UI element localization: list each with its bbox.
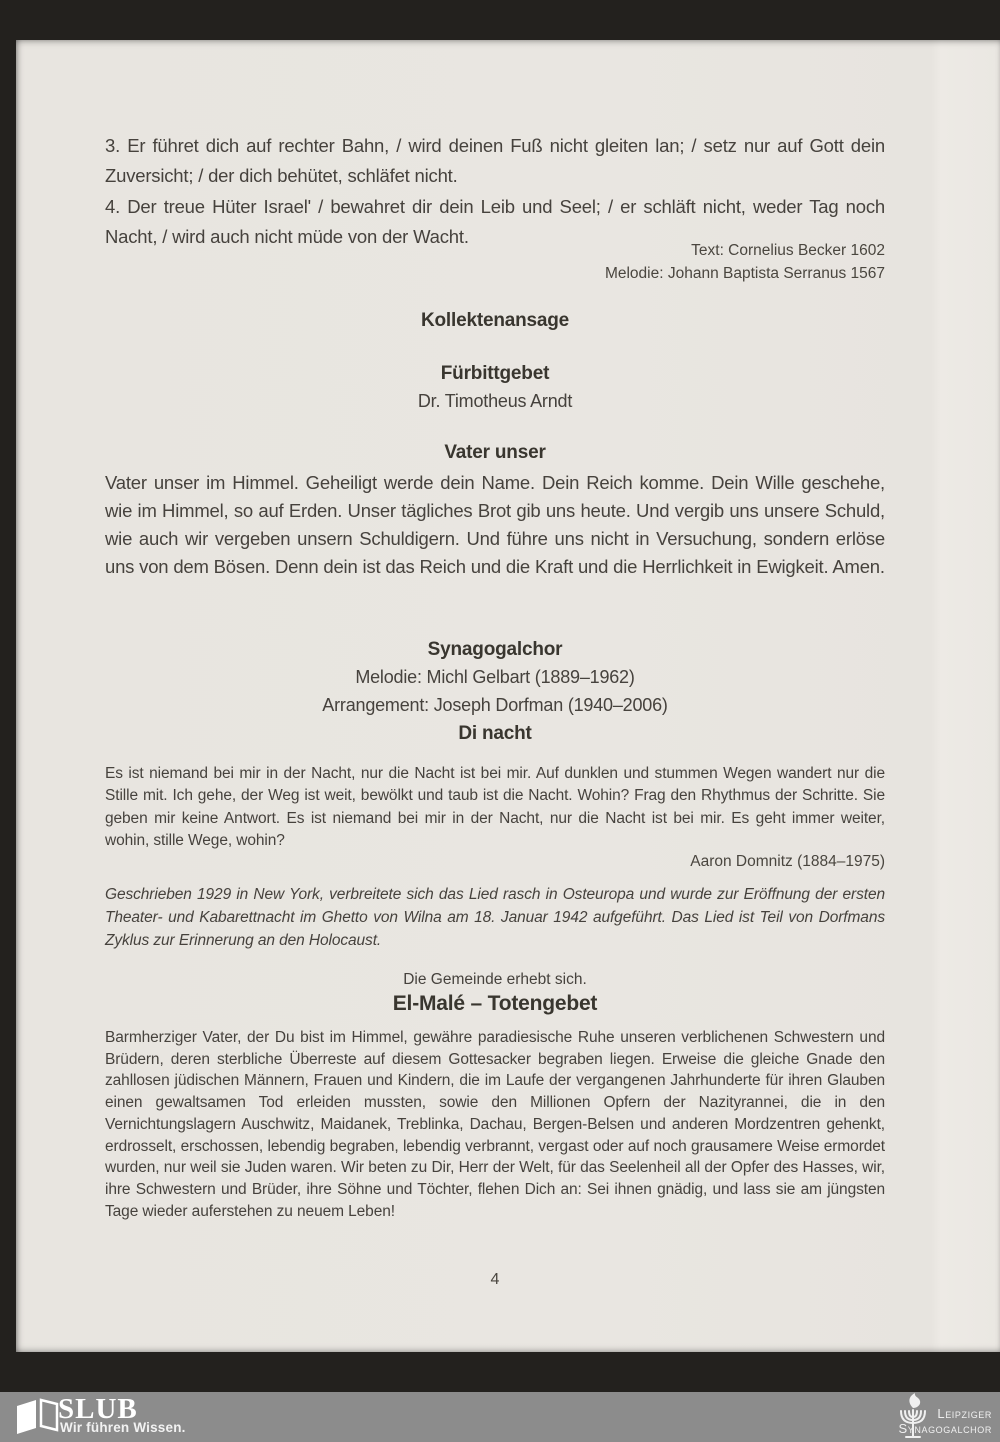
choir-logo-line1: Leipziger <box>937 1406 992 1421</box>
hymn-text-credit: Text: Cornelius Becker 1602 <box>691 242 885 259</box>
el-male-prayer-text: Barmherziger Vater, der Du bist im Himmel, gewähre paradiesische Ruhe unseren verblichenen Schwestern und Brüdern, deren sterbliche Überreste auf diesem Gottesacker begraben liegen. Erweise die gleiche Gnade den zahllosen jüdischen Männern, Frauen und Kindern, die im Laufe der vergangenen Jahrhunderte für ihren Glauben einen gewaltsamen Tod erleiden mussten, sowie den Millionen Opfern der Nazityrannei, die in den Vernichtungslagern Auschwitz, Maidanek, Treblinka, Dachau, Bergen-Belsen und anderen Mordzentren gehenkt, erdrosselt, erschossen, lebendig begraben, lebendig verbrannt, vergast oder auf noch grausamere Weise ermordet wurden, nur weil sie Juden waren. Wir beten zu Dir, Herr der Welt, für das Seelenheil all der Opfer des Hasses, wir, ihre Schwestern und Brüder, ihre Söhne und Töchter, flehen Dich an: Sei ihnen gnädig, und lass sie am jüngsten Tage wieder auferstehen zu neuem Leben! <box>105 1029 885 1220</box>
vater-unser-text: Vater unser im Himmel. Geheiligt werde dein Name. Dein Reich komme. Dein Wille geschehe, wie im Himmel, so auf Erden. Unser tägliches Brot gib uns heute. Und vergib uns unsere Schuld, wie auch wir vergeben unsern Schuldigern. Und führe uns nicht in Versuchung, sondern erlöse uns von dem Bösen. Denn dein ist das Reich und die Kraft und die Herrlichkeit in Ewigkeit. Amen. <box>105 472 885 577</box>
hymn-verse-4: 4. Der treue Hüter Israel' / bewahret dir dein Leib und Seel; / er schläft nicht, weder Tag noch Nacht, / wird auch nicht müde von der Wacht. <box>105 196 885 247</box>
hymn-verse-3: 3. Er führet dich auf rechter Bahn, / wird deinen Fuß nicht gleiten lan; / setz nur auf Gott dein Zuversicht; / der dich behütet, schläfet nicht. <box>105 135 885 186</box>
page-number: 4 <box>490 1271 500 1288</box>
slub-logo-text: SLUB <box>58 1393 138 1425</box>
di-nacht-lyrics: Es ist niemand bei mir in der Nacht, nur die Nacht ist bei mir. Auf dunklen und stummen Wegen wandert nur die Stille mit. Ich gehe, der Weg ist weit, bewölkt und taub ist die Nacht. Wohin? Frag den Rhythmus der Schritte. Sie geben mir keine Antwort. Es ist niemand bei mir in der Nacht, nur die Nacht ist bei mir. Es geht immer weiter, wohin, stille Wege, wohin? <box>105 765 885 849</box>
choir-logo-text <box>832 1406 992 1436</box>
section-heading-kollektenansage: Kollektenansage <box>421 310 569 331</box>
synagogalchor-arrangement: Arrangement: Joseph Dorfman (1940–2006) <box>322 695 668 715</box>
choir-logo-line2: Synagogalchor <box>898 1421 992 1436</box>
congregation-rubric: Die Gemeinde erhebt sich. <box>403 971 587 988</box>
paper-sheet <box>16 40 1000 1352</box>
section-heading-synagogalchor: Synagogalchor <box>427 639 563 660</box>
lyrics-author: Aaron Domnitz (1884–1975) <box>690 853 885 870</box>
section-heading-vater-unser: Vater unser <box>444 442 546 463</box>
piece-title-di-nacht: Di nacht <box>458 723 532 744</box>
synagogalchor-melody: Melodie: Michl Gelbart (1889–1962) <box>355 667 635 687</box>
fuerbittgebet-person: Dr. Timotheus Arndt <box>417 391 573 411</box>
hymn-melody-credit: Melodie: Johann Baptista Serranus 1567 <box>604 265 885 282</box>
book-icon <box>13 1396 59 1436</box>
historical-note: Geschrieben 1929 in New York, verbreitete sich das Lied rasch in Osteuropa und wurde zur Eröffnung der ersten Theater- und Kabarettnacht im Ghetto von Wilna am 18. Januar 1942 aufgeführt. Das Lied ist Teil von Dorfmans Zyklus zur Erinnerung an den Holocaust. <box>105 886 885 949</box>
slub-tagline: Wir führen Wissen. <box>60 1420 186 1435</box>
section-heading-fuerbittgebet: Fürbittgebet <box>440 363 550 384</box>
section-heading-el-male: El-Malé – Totengebet <box>392 992 598 1015</box>
hymn-credits <box>105 239 885 285</box>
